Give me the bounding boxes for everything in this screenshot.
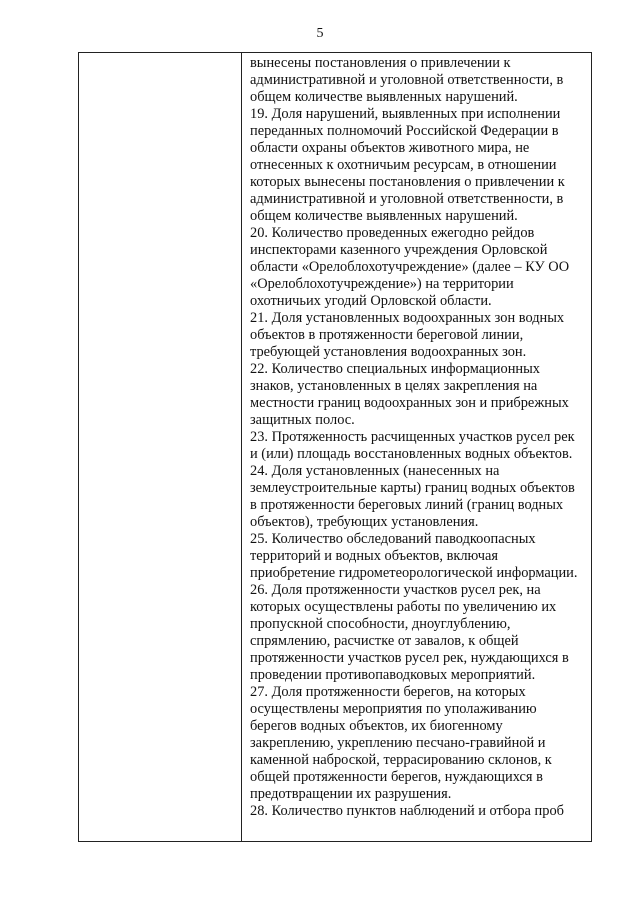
- text-line: «Орелоблохотучреждение») на территории: [250, 276, 514, 292]
- text-line: 23. Протяженность расчищенных участков русел рек: [250, 429, 575, 445]
- left-column-cell: [79, 53, 242, 842]
- text-line: каменной наброской, террасированию склонов, к: [250, 752, 552, 768]
- text-line: инспекторами казенного учреждения Орловской: [250, 242, 548, 258]
- text-line: и (или) площадь восстановленных водных объектов.: [250, 446, 573, 462]
- text-line: требующей установления водоохранных зон.: [250, 344, 527, 360]
- text-line: территорий и водных объектов, включая: [250, 548, 499, 564]
- text-line: вынесены постановления о привлечении к: [250, 55, 511, 71]
- text-line: 28. Количество пунктов наблюдений и отбора проб: [250, 803, 564, 819]
- text-line: спрямлению, расчистке от завалов, к общей: [250, 633, 519, 649]
- text-line: приобретение гидрометеорологической информации.: [250, 565, 578, 581]
- text-line: области «Орелоблохотучреждение» (далее – КУ ОО: [250, 259, 570, 275]
- text-line: общем количестве выявленных нарушений.: [250, 208, 518, 224]
- indicators-table: [78, 52, 592, 842]
- indicators-text: [250, 55, 585, 820]
- text-line: административной и уголовной ответственности, в: [250, 72, 564, 88]
- text-line: административной и уголовной ответственности, в: [250, 191, 564, 207]
- right-column-cell: [242, 53, 592, 842]
- text-line: местности границ водоохранных зон и прибрежных: [250, 395, 569, 411]
- text-line: протяженности участков русел рек, нуждающихся в: [250, 650, 569, 666]
- text-line: охотничьих угодий Орловской области.: [250, 293, 492, 309]
- text-line: которых осуществлены работы по увеличению их: [250, 599, 557, 615]
- text-line: объектов), требующих установления.: [250, 514, 479, 530]
- text-line: закреплению, укреплению песчано-гравийной и: [250, 735, 546, 751]
- text-line: осуществлены мероприятия по уполаживанию: [250, 701, 537, 717]
- text-line: в протяженности береговых линий (границ водных: [250, 497, 564, 513]
- text-line: защитных полос.: [250, 412, 355, 428]
- text-line: 27. Доля протяженности берегов, на которых: [250, 684, 526, 700]
- text-line: берегов водных объектов, их биогенному: [250, 718, 503, 734]
- text-line: отнесенных к охотничьим ресурсам, в отношении: [250, 157, 557, 173]
- text-line: 22. Количество специальных информационных: [250, 361, 540, 377]
- text-line: 24. Доля установленных (нанесенных на: [250, 463, 500, 479]
- text-line: знаков, установленных в целях закрепления на: [250, 378, 538, 394]
- text-line: общем количестве выявленных нарушений.: [250, 89, 518, 105]
- text-line: проведении противопаводковых мероприятий.: [250, 667, 536, 683]
- text-line: предотвращении их разрушения.: [250, 786, 452, 802]
- text-line: общей протяженности берегов, нуждающихся в: [250, 769, 543, 785]
- text-line: которых вынесены постановления о привлечении к: [250, 174, 565, 190]
- text-line: 21. Доля установленных водоохранных зон водных: [250, 310, 565, 326]
- page-number: 5: [316, 26, 324, 41]
- text-line: пропускной способности, дноуглублению,: [250, 616, 511, 632]
- text-line: 20. Количество проведенных ежегодно рейдов: [250, 225, 535, 241]
- table-row: [79, 53, 592, 842]
- text-line: землеустроительные карты) границ водных объектов: [250, 480, 575, 496]
- text-line: области охраны объектов животного мира, не: [250, 140, 530, 156]
- text-line: 25. Количество обследований паводкоопасных: [250, 531, 536, 547]
- text-line: объектов в протяженности береговой линии,: [250, 327, 524, 343]
- text-line: 26. Доля протяженности участков русел рек, на: [250, 582, 541, 598]
- text-line: переданных полномочий Российской Федерации в: [250, 123, 559, 139]
- text-line: 19. Доля нарушений, выявленных при исполнении: [250, 106, 561, 122]
